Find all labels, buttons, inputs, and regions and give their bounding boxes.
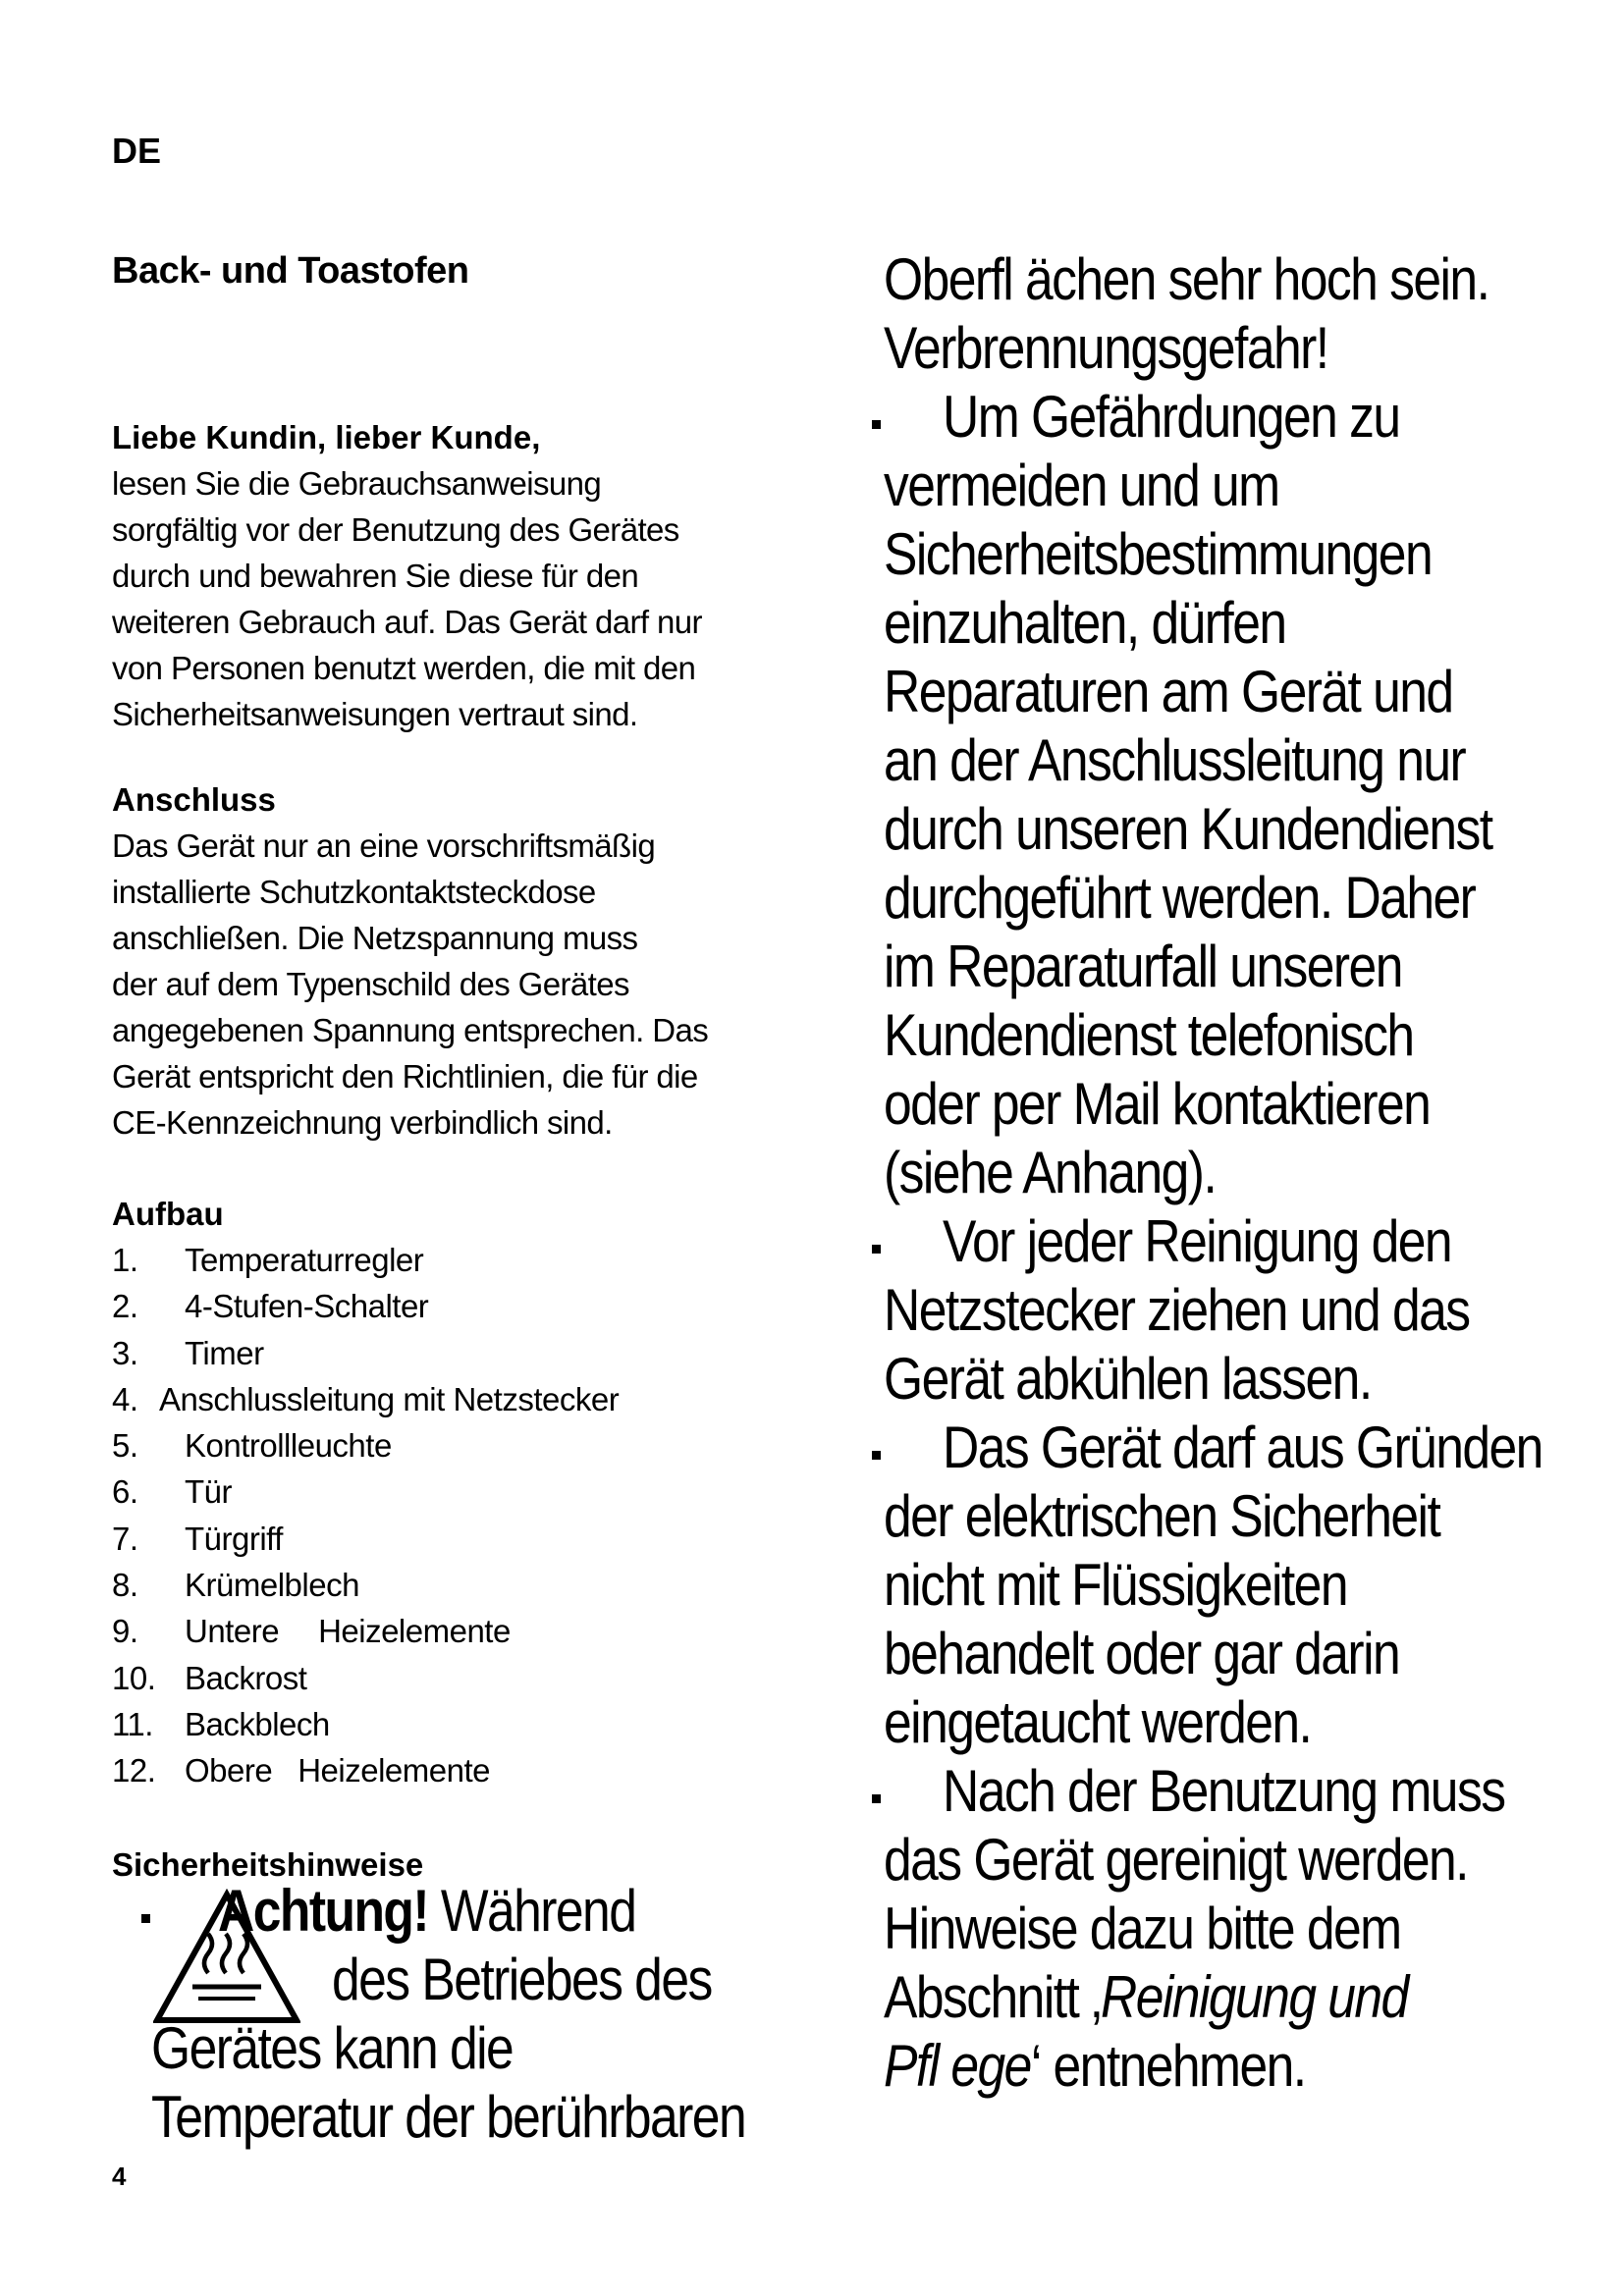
text-line: (siehe Anhang). — [884, 1140, 1217, 1205]
text-line: durch unseren Kundendienst — [884, 796, 1492, 862]
left-column — [112, 250, 799, 1888]
text-line: Verbrennungsgefahr! — [884, 315, 1328, 381]
warning-text — [218, 1877, 635, 1946]
item-text: Temperaturregler — [185, 1242, 424, 1278]
text-part: Abschnitt ‚ — [884, 1964, 1102, 2030]
anschluss-heading: Anschluss — [112, 781, 276, 818]
anschluss-line: CE-Kennzeichnung verbindlich sind. — [112, 1104, 613, 1141]
list-item — [112, 1608, 799, 1654]
item-number: 4. — [112, 1380, 138, 1417]
bullet-item — [884, 383, 1591, 1207]
list-item — [112, 1422, 799, 1468]
language-tag: DE — [112, 131, 162, 171]
item-number: 12. — [112, 1752, 156, 1789]
item-text: Anschlussleitung mit Netzstecker — [159, 1380, 620, 1417]
text-line: einzuhalten, dürfen — [884, 590, 1286, 656]
greeting-line: Sicherheitsanweisungen vertraut sind. — [112, 696, 638, 732]
text-line: behandelt oder gar darin — [884, 1621, 1400, 1686]
item-number: 7. — [112, 1520, 138, 1557]
item-number: 1. — [112, 1242, 138, 1278]
text-line: im Reparaturfall unseren — [884, 934, 1402, 999]
item-number: 3. — [112, 1334, 138, 1371]
greeting-line: weiteren Gebrauch auf. Das Gerät darf nur — [112, 604, 702, 640]
greeting-line: von Personen benutzt werden, die mit den — [112, 650, 696, 686]
item-number: 9. — [112, 1613, 138, 1650]
item-number: 5. — [112, 1427, 138, 1465]
item-text: Obere — [185, 1752, 273, 1789]
hot-surface-warning — [137, 1877, 884, 2152]
text-line: Nach der Benutzung muss — [943, 1758, 1505, 1824]
greeting-heading: Liebe Kundin, lieber Kunde, — [112, 419, 541, 455]
warning-line — [137, 1946, 884, 2014]
bullet-item — [884, 1414, 1591, 1757]
list-item — [112, 1701, 799, 1747]
warning-text: Temperatur der berührbaren — [151, 2084, 746, 2150]
anschluss-line: Das Gerät nur an eine vorschriftsmäßig — [112, 828, 656, 864]
anschluss-line: angegebenen Spannung entsprechen. Das — [112, 1012, 709, 1048]
item-number: 10. — [112, 1659, 156, 1696]
parts-list — [112, 1237, 799, 1794]
anschluss-line: anschließen. Die Netzspannung muss — [112, 920, 638, 956]
text-line: das Gerät gereinigt werden. — [884, 1827, 1468, 1893]
text-line: Netzstecker ziehen und das — [884, 1277, 1470, 1343]
item-text: Krümelblech — [185, 1567, 359, 1604]
text-line: Hinweise dazu bitte dem — [884, 1896, 1401, 1961]
list-item — [112, 1516, 799, 1562]
warning-bold-label: Achtung! — [218, 1878, 429, 1944]
warning-line — [137, 1877, 884, 1946]
warning-text-part: Während — [428, 1878, 636, 1944]
page-number: 4 — [112, 2162, 127, 2191]
item-text: Backblech — [185, 1705, 330, 1742]
list-item — [112, 1237, 799, 1283]
list-item — [112, 1562, 799, 1608]
item-number: 11. — [112, 1705, 153, 1742]
item-text: 4-Stufen-Schalter — [185, 1288, 429, 1325]
text-line: an der Anschlussleitung nur — [884, 727, 1466, 793]
item-text-suffix: Heizelemente — [298, 1752, 490, 1789]
text-line: vermeiden und um — [884, 453, 1279, 518]
aufbau-heading: Aufbau — [112, 1196, 224, 1232]
item-text: Untere — [185, 1613, 280, 1650]
text-line: oder per Mail kontaktieren — [884, 1071, 1431, 1137]
greeting-section — [112, 414, 799, 737]
text-line: Sicherheitsbestimmungen — [884, 521, 1433, 587]
text-line: Oberfl ächen sehr hoch sein. — [884, 246, 1489, 312]
text-line: durchgeführt werden. Daher — [884, 865, 1476, 931]
greeting-line: sorgfältig vor der Benutzung des Gerätes — [112, 511, 679, 548]
document-title: Back- und Toastofen — [112, 250, 469, 292]
greeting-line: lesen Sie die Gebrauchsanweisung — [112, 465, 602, 502]
greeting-line: durch und bewahren Sie diese für den — [112, 558, 639, 594]
anschluss-line: installierte Schutzkontaktsteckdose — [112, 874, 596, 910]
bullet-item — [884, 1207, 1591, 1414]
text-line: Das Gerät darf aus Gründen — [943, 1415, 1543, 1480]
item-number: 8. — [112, 1567, 138, 1604]
anschluss-section — [112, 776, 799, 1146]
item-text: Tür — [185, 1473, 232, 1511]
item-number: 6. — [112, 1473, 138, 1511]
bullet-icon — [141, 1914, 150, 1923]
bullet-icon — [872, 420, 881, 429]
list-item — [112, 1747, 799, 1793]
item-text: Timer — [185, 1334, 264, 1371]
item-text-suffix: Heizelemente — [318, 1613, 511, 1650]
list-item — [112, 1655, 799, 1701]
bullet-icon — [872, 1794, 881, 1803]
list-item — [112, 1376, 799, 1422]
anschluss-line: der auf dem Typenschild des Gerätes — [112, 966, 629, 1002]
text-line: Kundendienst telefonisch — [884, 1002, 1414, 1068]
list-item — [112, 1330, 799, 1376]
text-line: Gerät abkühlen lassen. — [884, 1346, 1372, 1412]
section-reference: Pfl ege — [884, 2033, 1031, 2099]
warning-text: Gerätes kann die — [151, 2015, 514, 2081]
aufbau-section — [112, 1191, 799, 1794]
right-column — [884, 245, 1591, 2101]
list-item — [112, 1468, 799, 1515]
section-reference: Reinigung und — [1101, 1964, 1408, 2030]
warning-continuation — [151, 2014, 884, 2152]
text-line: Reparaturen am Gerät und — [884, 659, 1453, 724]
text-line: eingetaucht werden. — [884, 1689, 1312, 1755]
list-item — [112, 1283, 799, 1329]
item-text: Backrost — [185, 1659, 307, 1696]
bullet-icon — [872, 1451, 881, 1460]
text-line: Vor jeder Reinigung den — [943, 1208, 1452, 1274]
anschluss-line: Gerät entspricht den Richtlinien, die für die — [112, 1058, 698, 1095]
text-part: ‘ entnehmen. — [1030, 2033, 1306, 2099]
text-line — [884, 1963, 1491, 2032]
text-line: Um Gefährdungen zu — [943, 384, 1400, 450]
item-text: Türgriff — [185, 1520, 283, 1557]
warning-text: des Betriebes des — [332, 1947, 712, 2012]
bullet-item — [884, 1757, 1591, 2101]
text-line — [884, 2032, 1491, 2101]
sicherheit-heading: Sicherheitshinweise — [112, 1845, 424, 1883]
text-line: nicht mit Flüssigkeiten — [884, 1552, 1347, 1618]
item-number: 2. — [112, 1288, 138, 1325]
bullet-icon — [872, 1245, 881, 1254]
item-text: Kontrollleuchte — [185, 1427, 392, 1465]
text-line: der elektrischen Sicherheit — [884, 1483, 1440, 1549]
